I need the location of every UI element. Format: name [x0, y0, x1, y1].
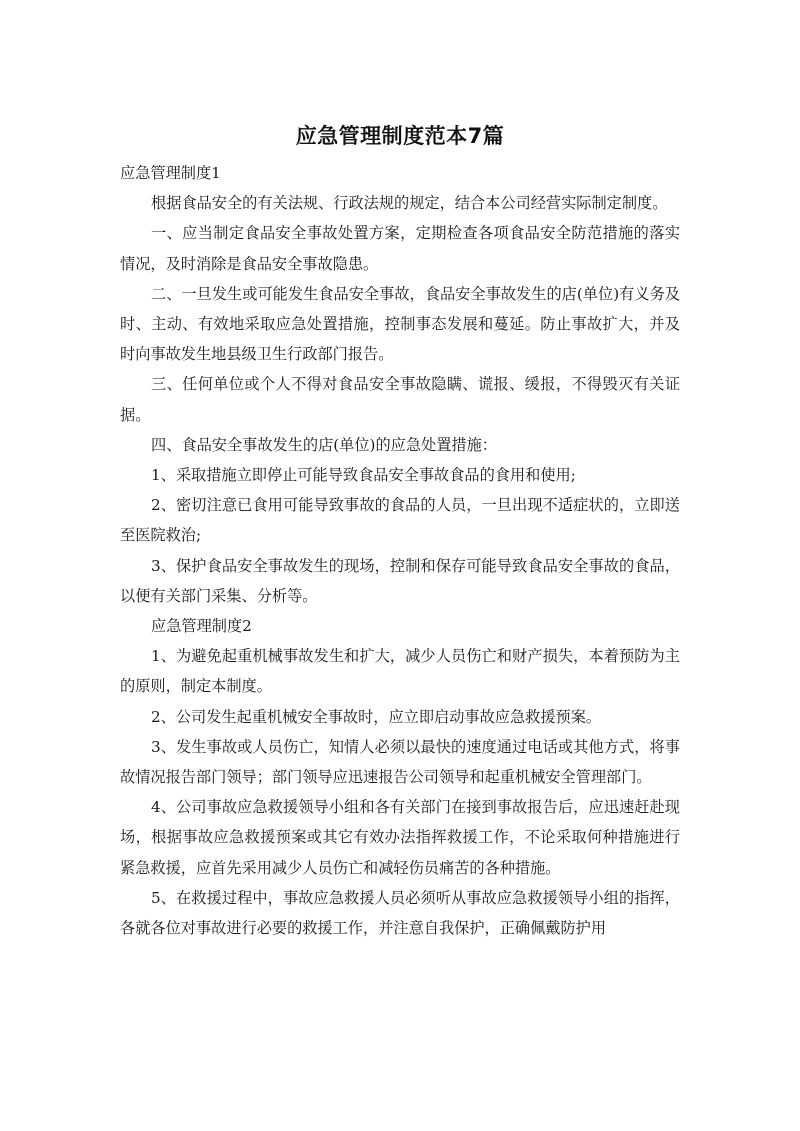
document-title: 应急管理制度范本7篇 — [295, 124, 505, 148]
paragraph: 一、应当制定食品安全事故处置方案，定期检查各项食品安全防范措施的落实情况，及时消除是食品安全事故隐患。 — [120, 224, 680, 273]
list-item: 1、为避免起重机械事故发生和扩大，减少人员伤亡和财产损失，本着预防为主的原则，制定本制度。 — [120, 647, 680, 696]
list-item: 3、保护食品安全事故发生的现场，控制和保存可能导致食品安全事故的食品，以便有关部门采集、分析等。 — [120, 556, 680, 605]
paragraph: 四、食品安全事故发生的店(单位)的应急处置措施： — [151, 435, 497, 454]
list-item: 4、公司事故应急救援领导小组和各有关部门在接到事故报告后，应迅速赶赴现场，根据事故应急救援预案或其它有效办法指挥救援工作，不论采取何种措施进行紧急救援，应首先采用减少人员伤亡和减轻伤员痛苦的各种措施。 — [120, 798, 680, 877]
list-item: 5、在救援过程中，事故应急救援人员必须听从事故应急救援领导小组的指挥，各就各位对事故进行必要的救援工作，并注意自我保护，正确佩戴防护用 — [120, 888, 680, 938]
list-item: 2、公司发生起重机械安全事故时，应立即启动事故应急救援预案。 — [151, 707, 602, 726]
paragraph: 二、一旦发生或可能发生食品安全事故，食品安全事故发生的店(单位)有义务及时、主动、有效地采取应急处置措施，控制事态发展和蔓延。防止事故扩大，并及时向事故发生地县级卫生行政部门报告。 — [120, 284, 680, 364]
list-item: 1、采取措施立即停止可能导致食品安全事故食品的食用和使用; — [151, 466, 576, 485]
list-item: 3、发生事故或人员伤亡，知情人必须以最快的速度通过电话或其他方式，将事故情况报告部门领导；部门领导应迅速报告公司领导和起重机械安全管理部门。 — [120, 737, 680, 787]
document-body — [120, 158, 680, 943]
section-heading-2: 应急管理制度2 — [151, 617, 252, 636]
list-item: 2、密切注意已食用可能导致事故的食品的人员，一旦出现不适症状的，立即送至医院救治; — [120, 496, 680, 545]
paragraph: 根据食品安全的有关法规、行政法规的规定，结合本公司经营实际制定制度。 — [151, 194, 668, 213]
paragraph: 三、任何单位或个人不得对食品安全事故隐瞒、谎报、缓报，不得毁灭有关证据。 — [120, 375, 680, 424]
section-heading-1: 应急管理制度1 — [120, 164, 221, 182]
